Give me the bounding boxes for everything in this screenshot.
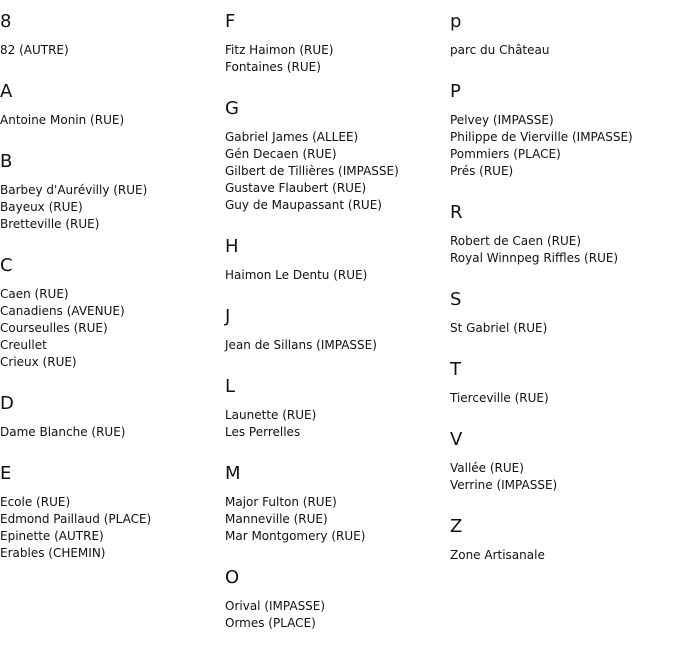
street-link[interactable]: Jean de Sillans (IMPASSE) xyxy=(225,338,377,352)
street-link[interactable]: Gabriel James (ALLEE) xyxy=(225,130,359,144)
group-spacer xyxy=(450,180,675,191)
group-letter-heading: M xyxy=(225,463,241,484)
group-spacer xyxy=(450,337,675,348)
street-link[interactable]: Bayeux (RUE) xyxy=(0,200,83,214)
group-letter-heading: T xyxy=(450,359,461,380)
letter-group xyxy=(225,567,450,643)
group-spacer xyxy=(450,59,675,70)
street-link[interactable]: 82 (AUTRE) xyxy=(0,43,69,57)
street-link[interactable]: St Gabriel (RUE) xyxy=(450,321,548,335)
street-link[interactable]: Les Perrelles xyxy=(225,425,301,439)
group-spacer xyxy=(225,545,450,556)
street-list xyxy=(225,598,450,632)
letter-group xyxy=(450,429,675,505)
group-spacer xyxy=(225,632,450,643)
letter-group xyxy=(225,306,450,365)
street-link[interactable]: Verrine (IMPASSE) xyxy=(450,478,558,492)
street-link[interactable]: Robert de Caen (RUE) xyxy=(450,234,582,248)
street-link[interactable]: Orival (IMPASSE) xyxy=(225,599,326,613)
group-spacer xyxy=(450,267,675,278)
group-letter-heading: C xyxy=(0,255,13,276)
group-spacer xyxy=(225,284,450,295)
group-spacer xyxy=(225,76,450,87)
street-list xyxy=(450,390,675,407)
group-letter-heading: R xyxy=(450,202,463,223)
street-link[interactable]: Erables (CHEMIN) xyxy=(0,546,106,560)
group-spacer xyxy=(0,562,225,573)
group-spacer xyxy=(0,233,225,244)
street-link[interactable]: Launette (RUE) xyxy=(225,408,317,422)
street-list xyxy=(0,182,225,233)
group-spacer xyxy=(0,371,225,382)
street-link[interactable]: Mar Montgomery (RUE) xyxy=(225,529,366,543)
street-link[interactable]: Dame Blanche (RUE) xyxy=(0,425,126,439)
street-link[interactable]: Zone Artisanale xyxy=(450,548,545,562)
street-link[interactable]: Caen (RUE) xyxy=(0,287,69,301)
letter-group xyxy=(0,463,225,573)
group-letter-heading: D xyxy=(0,393,14,414)
street-link[interactable]: Creullet xyxy=(0,338,47,352)
letter-group xyxy=(0,11,225,70)
street-list xyxy=(450,233,675,267)
street-list xyxy=(0,424,225,441)
street-list xyxy=(225,267,450,284)
street-link[interactable]: Fontaines (RUE) xyxy=(225,60,321,74)
group-letter-heading: F xyxy=(225,11,236,32)
group-spacer xyxy=(0,59,225,70)
letter-group xyxy=(225,463,450,556)
street-link[interactable]: Haimon Le Dentu (RUE) xyxy=(225,268,368,282)
street-link[interactable]: Crieux (RUE) xyxy=(0,355,77,369)
street-index-column-3 xyxy=(450,0,675,575)
street-link[interactable]: Gustave Flaubert (RUE) xyxy=(225,181,367,195)
letter-group xyxy=(450,11,675,70)
group-letter-heading: S xyxy=(450,289,462,310)
street-list xyxy=(225,42,450,76)
street-link[interactable]: Pelvey (IMPASSE) xyxy=(450,113,554,127)
group-letter-heading: A xyxy=(0,81,13,102)
street-list xyxy=(0,112,225,129)
letter-group xyxy=(450,289,675,348)
group-letter-heading: O xyxy=(225,567,240,588)
group-letter-heading: p xyxy=(450,11,462,32)
group-spacer xyxy=(225,441,450,452)
street-link[interactable]: parc du Château xyxy=(450,43,550,57)
street-list xyxy=(0,286,225,371)
street-link[interactable]: Ecole (RUE) xyxy=(0,495,71,509)
street-link[interactable]: Prés (RUE) xyxy=(450,164,514,178)
street-link[interactable]: Canadiens (AVENUE) xyxy=(0,304,125,318)
street-link[interactable]: Philippe de Vierville (IMPASSE) xyxy=(450,130,633,144)
letter-group xyxy=(0,255,225,382)
street-list xyxy=(450,320,675,337)
street-link[interactable]: Gén Decaen (RUE) xyxy=(225,147,337,161)
group-letter-heading: H xyxy=(225,236,239,257)
letter-group xyxy=(225,236,450,295)
street-link[interactable]: Ormes (PLACE) xyxy=(225,616,316,630)
group-letter-heading: E xyxy=(0,463,12,484)
group-spacer xyxy=(450,564,675,575)
street-list xyxy=(225,494,450,545)
street-link[interactable]: Gilbert de Tillières (IMPASSE) xyxy=(225,164,399,178)
street-link[interactable]: Fitz Haimon (RUE) xyxy=(225,43,334,57)
street-link[interactable]: Pommiers (PLACE) xyxy=(450,147,561,161)
group-letter-heading: 8 xyxy=(0,11,12,32)
letter-group xyxy=(0,393,225,452)
group-spacer xyxy=(450,494,675,505)
letter-group xyxy=(450,81,675,191)
street-link[interactable]: Bretteville (RUE) xyxy=(0,217,100,231)
street-list xyxy=(225,129,450,214)
street-link[interactable]: Barbey d'Aurévilly (RUE) xyxy=(0,183,148,197)
letter-group xyxy=(0,81,225,140)
group-letter-heading: P xyxy=(450,81,461,102)
letter-group xyxy=(450,202,675,278)
street-link[interactable]: Antoine Monin (RUE) xyxy=(0,113,125,127)
letter-group xyxy=(225,98,450,225)
street-index-column-1 xyxy=(0,0,225,573)
street-link[interactable]: Major Fulton (RUE) xyxy=(225,495,337,509)
street-link[interactable]: Tierceville (RUE) xyxy=(450,391,549,405)
letter-group xyxy=(225,11,450,87)
street-list xyxy=(450,42,675,59)
street-index-column-2 xyxy=(225,0,450,643)
street-link[interactable]: Edmond Paillaud (PLACE) xyxy=(0,512,152,526)
letter-group xyxy=(450,359,675,418)
street-list xyxy=(0,42,225,59)
street-list xyxy=(225,407,450,441)
group-spacer xyxy=(450,407,675,418)
group-letter-heading: L xyxy=(225,376,236,397)
group-letter-heading: J xyxy=(225,306,231,327)
group-spacer xyxy=(225,214,450,225)
letter-group xyxy=(0,151,225,244)
street-list xyxy=(225,337,450,354)
street-list xyxy=(450,112,675,180)
group-spacer xyxy=(0,129,225,140)
street-link[interactable]: Guy de Maupassant (RUE) xyxy=(225,198,382,212)
group-spacer xyxy=(225,354,450,365)
street-link[interactable]: Vallée (RUE) xyxy=(450,461,524,475)
group-letter-heading: B xyxy=(0,151,13,172)
group-letter-heading: V xyxy=(450,429,463,450)
group-letter-heading: Z xyxy=(450,516,463,537)
group-letter-heading: G xyxy=(225,98,239,119)
street-list xyxy=(0,494,225,562)
group-spacer xyxy=(0,441,225,452)
letter-group xyxy=(225,376,450,452)
street-link[interactable]: Epinette (AUTRE) xyxy=(0,529,104,543)
letter-group xyxy=(450,516,675,575)
street-link[interactable]: Manneville (RUE) xyxy=(225,512,328,526)
street-list xyxy=(450,547,675,564)
street-link[interactable]: Courseulles (RUE) xyxy=(0,321,108,335)
street-link[interactable]: Royal Winnpeg Riffles (RUE) xyxy=(450,251,619,265)
street-list xyxy=(450,460,675,494)
